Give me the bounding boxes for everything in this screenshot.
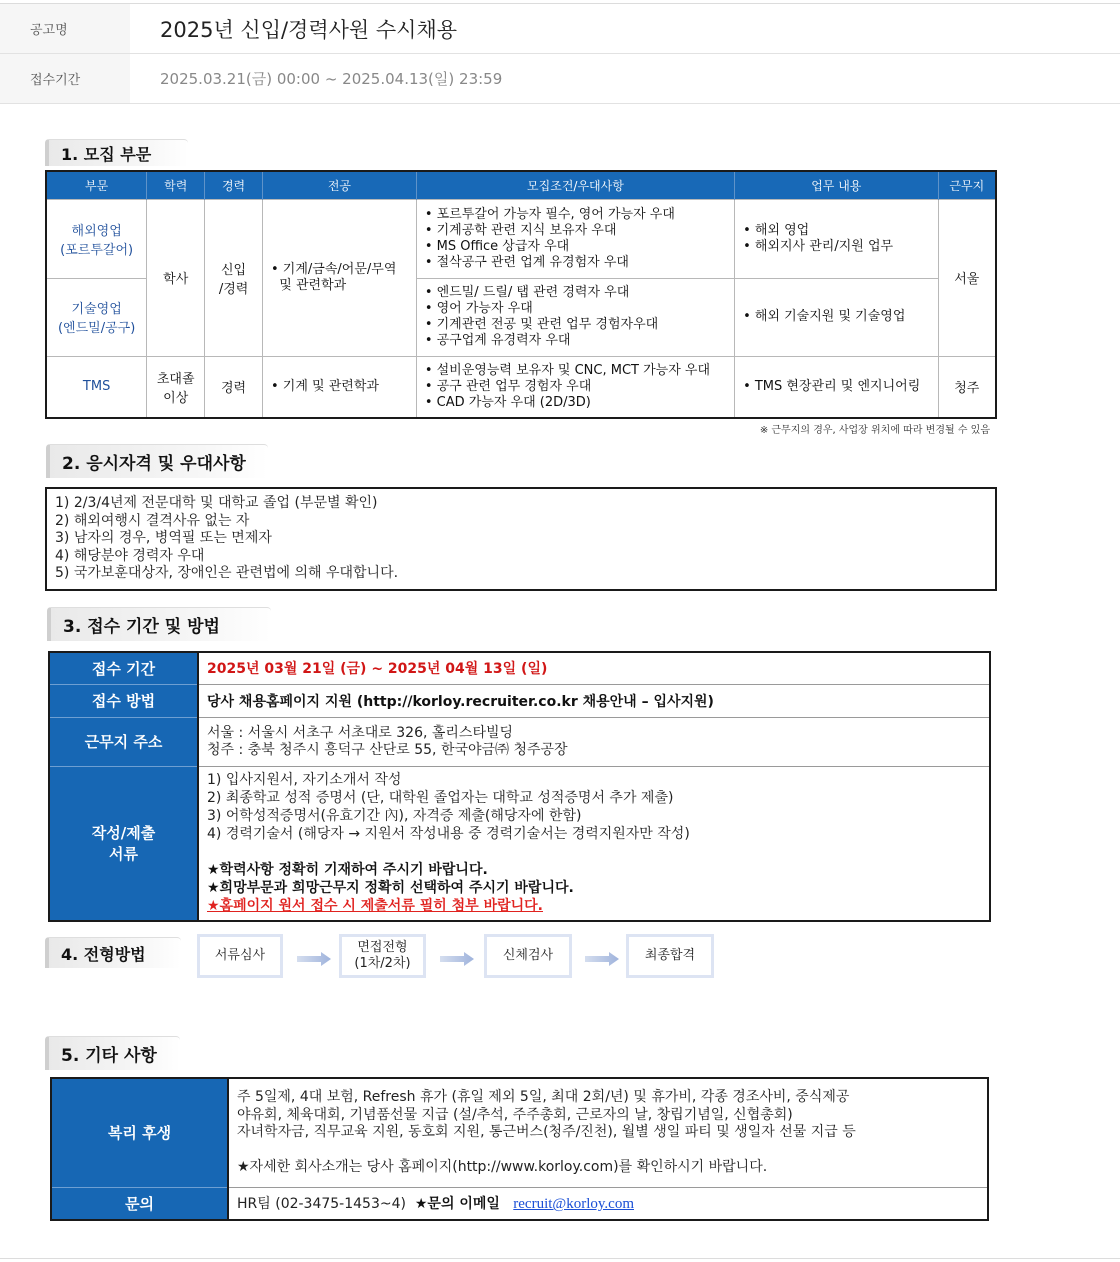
- arrow-right-icon: [440, 952, 474, 966]
- table-row: [51, 1078, 988, 1187]
- table-row: [46, 356, 996, 418]
- duties-cell: • TMS 현장관리 및 엔지니어링: [735, 356, 939, 418]
- col-header: 업무 내용: [735, 171, 939, 199]
- recruit-table-header: [46, 171, 996, 199]
- duties-cell: • 해외 기술지원 및 기술영업: [735, 278, 939, 356]
- application-table: [48, 651, 991, 922]
- conditions-cell: • 엔드밀/ 드릴/ 탭 관련 경력자 우대 • 영어 가능자 우대 • 기계관련 전공 및 관련 업무 경험자우대 • 공구업계 유경력자 우대: [416, 278, 734, 356]
- col-header: 전공: [263, 171, 417, 199]
- section-2-title: 2. 응시자격 및 우대사항: [46, 444, 268, 478]
- table-row: [49, 652, 990, 684]
- welfare-cell: 주 5일제, 4대 보험, Refresh 휴가 (휴일 제외 5일, 최대 2회/년) 및 휴가비, 각종 경조사비, 중식제공 야유회, 체육대회, 기념품선물 지급 (설/추석, 주주총회, 근로자의 날, 창립기념일, 신협총회) 자녀학자금, 직무교육 지원, 동호회 지원, 통근버스(청주/진천), 월별 생일 파티 및 생일자 선물 지급 등 ★자세한 회사소개는 당사 홈페이지(http://www.korloy.com)를 확인하시기 바랍니다.: [228, 1078, 988, 1187]
- bottom-divider: [0, 1258, 1120, 1259]
- table-row: [46, 199, 996, 278]
- conditions-cell: • 포르투갈어 가능자 필수, 영어 가능자 우대 • 기계공학 관련 지식 보유자 우대 • MS Office 상급자 우대 • 절삭공구 관련 업계 유경험자 우대: [416, 199, 734, 278]
- period-row: [0, 54, 1120, 104]
- title-label: 공고명: [0, 4, 130, 53]
- col-header: 모집조건/우대사항: [416, 171, 734, 199]
- section-4-title: 4. 전형방법: [45, 937, 181, 968]
- title-row: [0, 4, 1120, 54]
- location-cell: 청주: [938, 356, 996, 418]
- major-cell: • 기계 및 관련학과: [263, 356, 417, 418]
- edu-cell: 학사: [147, 199, 205, 356]
- career-cell: 경력: [205, 356, 263, 418]
- table-row: [49, 766, 990, 921]
- contact-cell: [228, 1187, 988, 1220]
- row-header: 접수 기간: [49, 652, 198, 684]
- process-step-interview: 면접전형 (1차/2차): [339, 934, 426, 978]
- row-header: 접수 방법: [49, 684, 198, 717]
- career-cell: 신입 /경력: [205, 199, 263, 356]
- row-header: 문의: [51, 1187, 228, 1220]
- process-step-document: 서류심사: [197, 934, 283, 978]
- row-header: 근무지 주소: [49, 717, 198, 766]
- application-method: 당사 채용홈페이지 지원 (http://korloy.recruiter.co.kr 채용안내 – 입사지원): [198, 684, 990, 717]
- work-address: 서울 : 서울시 서초구 서초대로 326, 홀리스타빌딩 청주 : 충북 청주시 흥덕구 산단로 55, 한국야금㈜ 청주공장: [198, 717, 990, 766]
- list-item: 4) 해당분야 경력자 우대: [55, 547, 205, 564]
- required-documents: 1) 입사지원서, 자기소개서 작성 2) 최종학교 성적 증명서 (단, 대학원 졸업자는 대학교 성적증명서 추가 제출) 3) 어학성적증명서(유효기간 內), 자격증 제출(해당자에 한함) 4) 경력기술서 (해당자 → 지원서 작성내용 중 경력기술서는 경력지원자만 작성) ★학력사항 정확히 기재하여 주시기 바랍니다. ★희망부문과 희망근무지 정확히 선택하여 주시기 바랍니다. ★홈페이지 원서 접수 시 제출서류 필히 첨부 바랍니다.: [207, 772, 690, 915]
- contact-email-label: ★문의 이메일: [414, 1196, 500, 1213]
- list-item: 5) 국가보훈대상자, 장애인은 관련법에 의해 우대합니다.: [55, 565, 399, 582]
- section-3-title: 3. 접수 기간 및 방법: [47, 607, 271, 641]
- section-1-title: 1. 모집 부문: [45, 139, 188, 166]
- col-header: 부문: [46, 171, 147, 199]
- process-step-final: 최종합격: [626, 934, 714, 978]
- period-label: 접수기간: [0, 54, 130, 103]
- posting-meta: [0, 3, 1120, 104]
- table-row: [51, 1187, 988, 1220]
- col-header: 경력: [205, 171, 263, 199]
- edu-cell: 초대졸 이상: [147, 356, 205, 418]
- list-item: 3) 남자의 경우, 병역필 또는 면제자: [55, 530, 272, 547]
- recruit-table: [45, 170, 997, 419]
- contact-hr: HR팀 (02-3475-1453~4): [237, 1196, 406, 1213]
- list-item: 1) 2/3/4년제 전문대학 및 대학교 졸업 (부문별 확인): [55, 495, 378, 511]
- major-cell: • 기계/금속/어문/무역 및 관련학과: [263, 199, 417, 356]
- etc-table: [50, 1077, 989, 1221]
- dept-cell: TMS: [46, 356, 147, 418]
- application-period: 2025년 03월 21일 (금) ~ 2025년 04월 13일 (일): [198, 652, 990, 684]
- conditions-cell: • 설비운영능력 보유자 및 CNC, MCT 가능자 우대 • 공구 관련 업무 경험자 우대 • CAD 가능자 우대 (2D/3D): [416, 356, 734, 418]
- row-header: 작성/제출 서류: [49, 766, 198, 921]
- list-item: 2) 해외여행시 결격사유 없는 자: [55, 512, 250, 529]
- table-row: [49, 684, 990, 717]
- dept-cell: 해외영업 (포르투갈어): [46, 199, 147, 278]
- row-header: 복리 후생: [51, 1078, 228, 1187]
- process-step-medical: 신체검사: [484, 934, 572, 978]
- dept-cell: 기술영업 (엔드밀/공구): [46, 278, 147, 356]
- qualifications-box: [45, 487, 997, 591]
- col-header: 학력: [147, 171, 205, 199]
- table-row: [49, 717, 990, 766]
- section-5-title: 5. 기타 사항: [45, 1036, 180, 1070]
- duties-cell: • 해외 영업 • 해외지사 관리/지원 업무: [735, 199, 939, 278]
- posting-period: 2025.03.21(금) 00:00 ~ 2025.04.13(일) 23:59: [160, 70, 503, 88]
- posting-title: 2025년 신입/경력사원 수시채용: [160, 17, 458, 42]
- arrow-right-icon: [585, 952, 619, 966]
- contact-email-link[interactable]: recruit@korloy.com: [513, 1196, 634, 1213]
- location-note: ※ 근무지의 경우, 사업장 위치에 따라 변경될 수 있음: [759, 425, 990, 436]
- location-cell: 서울: [938, 199, 996, 356]
- col-header: 근무지: [938, 171, 996, 199]
- arrow-right-icon: [297, 952, 331, 966]
